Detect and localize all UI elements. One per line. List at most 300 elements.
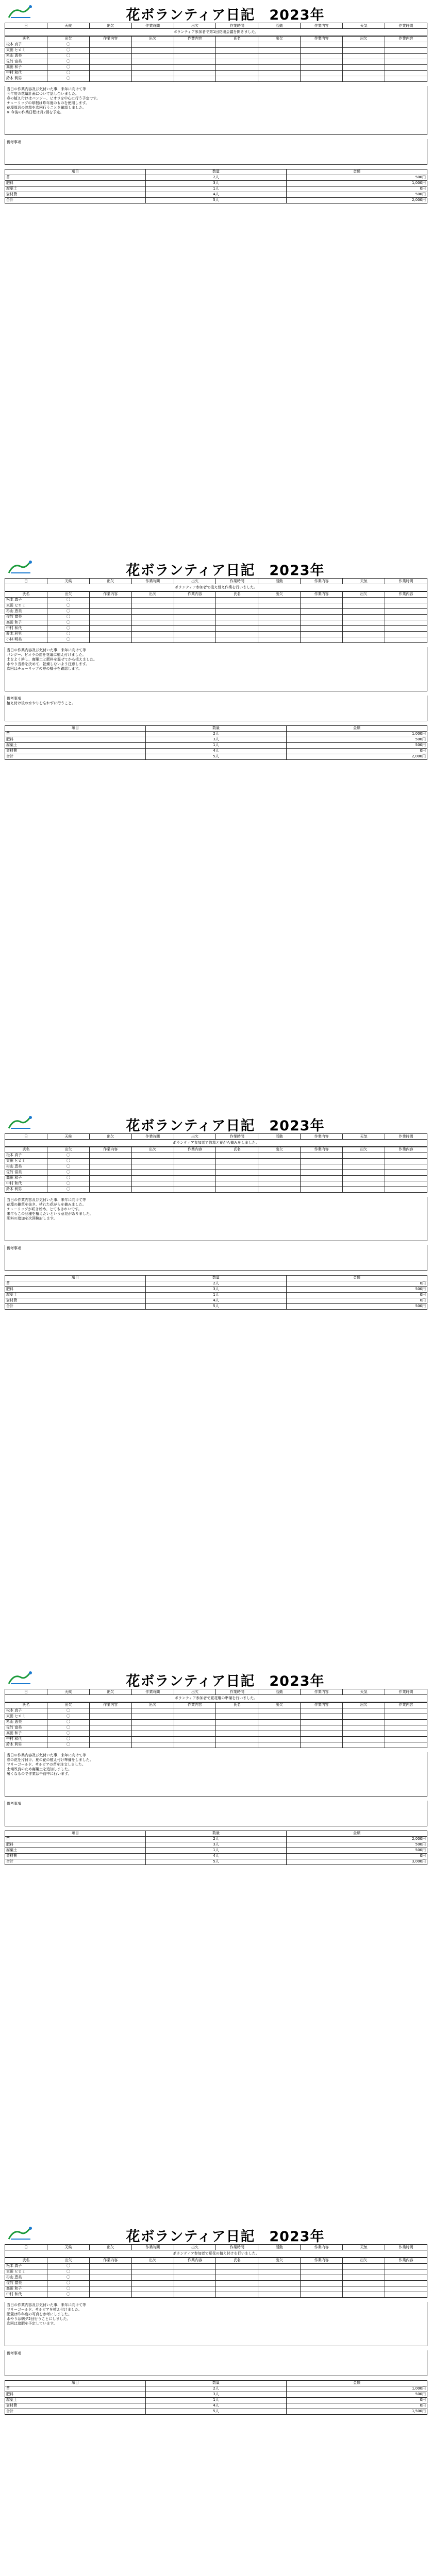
cell — [131, 603, 174, 608]
summary-qty: 2人 — [146, 1836, 287, 1842]
attendance-header-cell: 氏名 — [5, 1147, 47, 1153]
attendance-header-cell: 氏名 — [216, 1147, 258, 1153]
cell — [89, 64, 131, 70]
attendance-mark: 〇 — [47, 631, 89, 637]
cell — [385, 42, 427, 47]
activity-description: ポランティア参加者で夏花壇の準備を行いました。 — [5, 1695, 427, 1702]
attendance-header — [5, 1147, 427, 1153]
summary-header-cell: 金額 — [287, 1275, 427, 1281]
attendance-row — [5, 1742, 427, 1748]
attendance-table — [5, 1702, 427, 1748]
header-cell: 出欠 — [89, 1134, 131, 1140]
attendance-mark: 〇 — [47, 2280, 89, 2286]
member-name: 中村 和代 — [5, 1736, 47, 1742]
summary-qty: 1人 — [146, 1292, 287, 1298]
summary-qty: 5人 — [146, 1859, 287, 1865]
blank-line — [7, 2331, 425, 2335]
summary-item: 合計 — [5, 197, 146, 203]
cell — [174, 1175, 216, 1181]
cell — [89, 1731, 131, 1736]
summary-amount: 1,000円 — [287, 180, 427, 186]
attendance-row — [5, 76, 427, 81]
blank-line — [7, 710, 425, 715]
summary-qty: 4人 — [146, 1298, 287, 1303]
summary-qty: 3人 — [146, 737, 287, 742]
cell — [174, 1181, 216, 1187]
header-cell: 作業時間 — [216, 1689, 258, 1695]
cell — [258, 1725, 301, 1731]
cell — [131, 1725, 174, 1731]
header-cell: 天候 — [47, 1134, 89, 1140]
summary-row — [5, 737, 427, 742]
note-line: パンジー、ビオラの苗を花壇に植え付けました。 — [7, 652, 86, 657]
cell — [216, 2286, 258, 2292]
header-cell: 天気 — [343, 2245, 385, 2250]
attendance-row — [5, 2280, 427, 2286]
summary-qty: 2人 — [146, 1281, 287, 1286]
cell — [174, 631, 216, 637]
notes-label: 当日の作業内容及び気付いた事、来年に向けて等 — [7, 87, 86, 91]
header-cell: 作業時間 — [216, 23, 258, 29]
attendance-header-cell: 作業内容 — [89, 591, 131, 597]
attendance-header-cell: 出欠 — [47, 591, 89, 597]
cell — [216, 2292, 258, 2297]
summary-item: 腐葉土 — [5, 1848, 146, 1853]
cell — [89, 2292, 131, 2297]
cell — [131, 1153, 174, 1158]
cell — [174, 1164, 216, 1170]
cell — [301, 1187, 343, 1192]
summary-row — [5, 175, 427, 180]
summary-row — [5, 2392, 427, 2397]
sheet-title: 花ボランティア日記 2023年 — [126, 563, 325, 579]
note-line: 土をよく耕し、腐葉土と肥料を混ぜてから植えました。 — [7, 657, 97, 662]
cell — [174, 53, 216, 59]
summary-header — [5, 169, 427, 175]
cell — [301, 637, 343, 642]
cell — [258, 1158, 301, 1164]
cell — [301, 2263, 343, 2269]
attendance-mark: 〇 — [47, 2263, 89, 2269]
attendance-header-cell: 作業内容 — [89, 36, 131, 42]
cell — [89, 1158, 131, 1164]
cell — [131, 608, 174, 614]
cell — [385, 597, 427, 603]
summary-header-cell: 数量 — [146, 1275, 287, 1281]
summary-amount: 500円 — [287, 1303, 427, 1309]
cell — [301, 608, 343, 614]
cell — [216, 1714, 258, 1719]
cell — [301, 76, 343, 81]
cell — [301, 597, 343, 603]
summary-qty: 3人 — [146, 180, 287, 186]
attendance-mark: 〇 — [47, 2275, 89, 2280]
header-cell: 日 — [5, 1689, 47, 1695]
header-cell: 活動 — [258, 579, 301, 584]
attendance-header-cell: 作業内容 — [301, 1702, 343, 1708]
header-cell: 活動 — [258, 1689, 301, 1695]
sheet-header — [5, 555, 427, 578]
blank-line — [7, 1235, 425, 1240]
attendance-header-cell: 作業内容 — [89, 2258, 131, 2263]
cell — [301, 1181, 343, 1187]
summary-row — [5, 1842, 427, 1848]
summary-item: 苗 — [5, 175, 146, 180]
summary-row — [5, 742, 427, 748]
remark-text — [7, 1251, 425, 1256]
cell — [343, 631, 385, 637]
cell — [343, 1725, 385, 1731]
cell — [301, 53, 343, 59]
cell — [89, 2263, 131, 2269]
header-cell: 出欠 — [89, 1689, 131, 1695]
cell — [258, 1187, 301, 1192]
cell — [258, 603, 301, 608]
cell — [258, 608, 301, 614]
summary-amount: 500円 — [287, 742, 427, 748]
summary-item: 腐葉土 — [5, 742, 146, 748]
header-cell: 出欠 — [174, 1689, 216, 1695]
cell — [385, 620, 427, 625]
header-cell: 出欠 — [89, 2245, 131, 2250]
cell — [385, 614, 427, 620]
cell — [131, 1714, 174, 1719]
cell — [301, 1725, 343, 1731]
note-line: 肥料の追加を次回検討します。 — [7, 1216, 57, 1221]
cell — [385, 1170, 427, 1175]
cell — [385, 47, 427, 53]
summary-item: 資材費 — [5, 1853, 146, 1859]
cell — [301, 620, 343, 625]
notes-section — [5, 1197, 427, 1241]
summary-row — [5, 186, 427, 192]
cell — [343, 1719, 385, 1725]
attendance-row — [5, 1175, 427, 1181]
header-cell: 作業内容 — [301, 2245, 343, 2250]
note-line: 次回はチューリップの芽の様子を確認します。 — [7, 666, 82, 671]
cell — [258, 637, 301, 642]
blank-line — [7, 1786, 425, 1790]
cell — [131, 1170, 174, 1175]
summary-item: 合計 — [5, 754, 146, 759]
attendance-table — [5, 591, 427, 643]
blank-line — [7, 115, 425, 120]
cell — [385, 1731, 427, 1736]
summary-item: 肥料 — [5, 1842, 146, 1848]
blank-line — [7, 676, 425, 681]
sheet-title: 花ボランティア日記 2023年 — [126, 1118, 325, 1134]
header-cell: 天気 — [343, 1134, 385, 1140]
member-name: 杉山 恵美 — [5, 608, 47, 614]
header-cell: 日 — [5, 1134, 47, 1140]
attendance-header-cell: 出欠 — [343, 1147, 385, 1153]
cell — [258, 1170, 301, 1175]
note-line: 来年もこの品種を植えたいという意見がありました。 — [7, 1211, 93, 1216]
summary-amount: 500円 — [287, 175, 427, 180]
cell — [343, 1736, 385, 1742]
cell — [258, 1175, 301, 1181]
attendance-header-cell: 出欠 — [343, 36, 385, 42]
remarks-label: 備考事項 — [7, 140, 21, 144]
cell — [89, 70, 131, 76]
cell — [174, 625, 216, 631]
cell — [89, 1164, 131, 1170]
cell — [216, 614, 258, 620]
cell — [343, 1742, 385, 1748]
header-cell: 作業内容 — [301, 1134, 343, 1140]
summary-header — [5, 1275, 427, 1281]
cell — [301, 625, 343, 631]
summary-qty: 5人 — [146, 197, 287, 203]
blank-line — [7, 2326, 425, 2331]
header-cell: 作業内容 — [301, 579, 343, 584]
cell — [301, 2280, 343, 2286]
attendance-row — [5, 59, 427, 64]
cell — [89, 597, 131, 603]
cell — [174, 2292, 216, 2297]
header-cell: 天候 — [47, 2245, 89, 2250]
cell — [343, 614, 385, 620]
cell — [89, 2280, 131, 2286]
summary-item: 腐葉土 — [5, 186, 146, 192]
attendance-header-cell: 作業内容 — [301, 36, 343, 42]
cell — [174, 47, 216, 53]
blank-line — [7, 681, 425, 685]
summary-amount: 0円 — [287, 2403, 427, 2409]
cell — [258, 1719, 301, 1725]
summary-qty: 2人 — [146, 2386, 287, 2392]
attendance-row — [5, 637, 427, 642]
cell — [131, 1708, 174, 1714]
cell — [385, 1175, 427, 1181]
header-cell: 作業時間 — [131, 1689, 174, 1695]
header-cell: 日 — [5, 2245, 47, 2250]
member-name: 杉山 恵美 — [5, 1719, 47, 1725]
cell — [216, 1153, 258, 1158]
cell — [174, 1736, 216, 1742]
attendance-header-cell: 作業内容 — [174, 591, 216, 597]
cell — [258, 70, 301, 76]
member-name: 松本 真子 — [5, 2263, 47, 2269]
header-cell: 活動 — [258, 23, 301, 29]
summary-table — [5, 725, 427, 760]
cell — [258, 1742, 301, 1748]
member-name: 鈴木 利男 — [5, 1742, 47, 1748]
member-name: 中村 和代 — [5, 625, 47, 631]
note-line: 水やりは朝夕2回行うことにしました。 — [7, 2316, 71, 2321]
summary-row — [5, 2409, 427, 2414]
activity-description: ポランティア参加者で植え替え作業を行いました。 — [5, 584, 427, 591]
attendance-header-cell: 出欠 — [258, 1702, 301, 1708]
attendance-header-cell: 出欠 — [47, 1702, 89, 1708]
summary-amount: 2,000円 — [287, 754, 427, 759]
attendance-mark: 〇 — [47, 614, 89, 620]
summary-amount: 500円 — [287, 192, 427, 197]
attendance-mark: 〇 — [47, 1725, 89, 1731]
attendance-header-cell: 出欠 — [258, 1147, 301, 1153]
member-name: 中村 和代 — [5, 1181, 47, 1187]
summary-amount: 500円 — [287, 1286, 427, 1292]
cell — [89, 620, 131, 625]
remarks-section — [5, 139, 427, 165]
cell — [385, 2280, 427, 2286]
summary-table — [5, 1831, 427, 1865]
cell — [216, 620, 258, 625]
member-name: 佐竹 富美 — [5, 2280, 47, 2286]
member-name: 杉山 恵美 — [5, 53, 47, 59]
summary-header — [5, 725, 427, 731]
member-name: 杉山 恵美 — [5, 2275, 47, 2280]
cell — [385, 70, 427, 76]
attendance-header-cell: 出欠 — [131, 2258, 174, 2263]
cell — [385, 637, 427, 642]
member-name: 佐竹 富美 — [5, 59, 47, 64]
summary-qty: 2人 — [146, 731, 287, 737]
cell — [131, 70, 174, 76]
activity-description: ポランティア参加者で夏花の植え付けを行いました。 — [5, 2250, 427, 2258]
summary-header-cell: 金額 — [287, 2380, 427, 2386]
header-cell: 日 — [5, 579, 47, 584]
attendance-header-cell: 出欠 — [131, 1147, 174, 1153]
cell — [174, 597, 216, 603]
cell — [258, 53, 301, 59]
cell — [301, 2269, 343, 2275]
sheet-header — [5, 2222, 427, 2244]
summary-row — [5, 1836, 427, 1842]
header-cell: 作業時間 — [216, 2245, 258, 2250]
cell — [174, 1153, 216, 1158]
note-line: マリーゴールド、サルビアを植え付けました。 — [7, 2307, 82, 2312]
cell — [131, 53, 174, 59]
member-name: 鈴木 利男 — [5, 76, 47, 81]
attendance-row — [5, 603, 427, 608]
header-cell: 作業時間 — [385, 2245, 427, 2250]
attendance-row — [5, 1164, 427, 1170]
cell — [131, 620, 174, 625]
blank-line — [7, 149, 425, 154]
attendance-header-cell: 作業内容 — [174, 36, 216, 42]
remark-text — [7, 2356, 425, 2361]
summary-qty: 1人 — [146, 1848, 287, 1853]
cell — [343, 47, 385, 53]
cell — [131, 1158, 174, 1164]
attendance-mark: 〇 — [47, 603, 89, 608]
summary-row — [5, 1859, 427, 1865]
blank-line — [7, 1230, 425, 1235]
cell — [131, 597, 174, 603]
summary-item: 合計 — [5, 1859, 146, 1865]
cell — [131, 614, 174, 620]
cell — [216, 1731, 258, 1736]
cell — [89, 1153, 131, 1158]
cell — [131, 1731, 174, 1736]
summary-row — [5, 748, 427, 754]
cell — [258, 2275, 301, 2280]
attendance-mark: 〇 — [47, 1714, 89, 1719]
cell — [385, 1187, 427, 1192]
summary-item: 腐葉土 — [5, 2397, 146, 2403]
member-name: 松本 真子 — [5, 42, 47, 47]
attendance-table — [5, 2258, 427, 2298]
header-cell: 作業時間 — [131, 23, 174, 29]
attendance-header-cell: 出欠 — [258, 2258, 301, 2263]
summary-amount: 2,000円 — [287, 197, 427, 203]
header-cell: 出欠 — [89, 23, 131, 29]
attendance-row — [5, 70, 427, 76]
summary-item: 資材費 — [5, 1298, 146, 1303]
cell — [343, 597, 385, 603]
cell — [385, 2263, 427, 2269]
summary-row — [5, 180, 427, 186]
remark-text: 植え付け後の水やりを忘れずに行うこと。 — [7, 701, 75, 705]
cell — [174, 2269, 216, 2275]
cell — [258, 597, 301, 603]
cell — [89, 631, 131, 637]
attendance-mark: 〇 — [47, 1736, 89, 1742]
header-cell: 作業内容 — [301, 23, 343, 29]
cell — [131, 1175, 174, 1181]
cell — [301, 631, 343, 637]
summary-qty: 1人 — [146, 742, 287, 748]
attendance-header-cell: 出欠 — [47, 36, 89, 42]
cell — [343, 603, 385, 608]
attendance-mark: 〇 — [47, 1181, 89, 1187]
summary-qty: 1人 — [146, 186, 287, 192]
cell — [258, 2280, 301, 2286]
summary-item: 苗 — [5, 731, 146, 737]
summary-row — [5, 1281, 427, 1286]
attendance-header-cell: 出欠 — [258, 36, 301, 42]
blank-line — [7, 129, 425, 133]
cell — [174, 64, 216, 70]
cell — [258, 1731, 301, 1736]
cell — [89, 76, 131, 81]
member-name: 杉山 恵美 — [5, 1164, 47, 1170]
attendance-mark: 〇 — [47, 1187, 89, 1192]
attendance-row — [5, 1187, 427, 1192]
summary-header-cell: 金額 — [287, 1831, 427, 1836]
summary-header-cell: 項目 — [5, 2380, 146, 2386]
note-line: マリーゴールド、サルビアの苗を注文しました。 — [7, 1762, 86, 1767]
attendance-header-cell: 作業内容 — [385, 591, 427, 597]
attendance-mark: 〇 — [47, 76, 89, 81]
cell — [216, 631, 258, 637]
cell — [258, 1164, 301, 1170]
header-cell: 作業時間 — [385, 23, 427, 29]
cell — [174, 1187, 216, 1192]
cell — [89, 1742, 131, 1748]
header-cell: 出欠 — [174, 23, 216, 29]
attendance-mark: 〇 — [47, 608, 89, 614]
cell — [301, 1175, 343, 1181]
cell — [89, 625, 131, 631]
cell — [301, 2275, 343, 2280]
cell — [216, 1719, 258, 1725]
attendance-mark: 〇 — [47, 1708, 89, 1714]
header-cell: 作業時間 — [131, 2245, 174, 2250]
cell — [385, 1164, 427, 1170]
cell — [89, 47, 131, 53]
cell — [343, 2280, 385, 2286]
cell — [301, 1158, 343, 1164]
cell — [301, 1170, 343, 1175]
attendance-mark: 〇 — [47, 2292, 89, 2297]
cell — [216, 1736, 258, 1742]
summary-header-cell: 金額 — [287, 169, 427, 175]
summary-amount: 0円 — [287, 1853, 427, 1859]
cell — [131, 2286, 174, 2292]
summary-item: 肥料 — [5, 737, 146, 742]
